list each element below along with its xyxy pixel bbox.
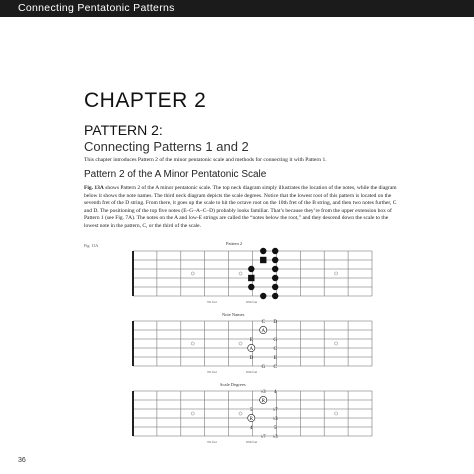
note-label: 4 [250, 425, 253, 431]
diagram-title-note-names: Note Names [222, 312, 245, 317]
figure-label: Fig. 13A [84, 243, 99, 248]
note-label: C [261, 319, 265, 325]
note-marker [248, 284, 254, 290]
note-label: E [249, 337, 253, 343]
header-title: Connecting Pentatonic Patterns [18, 2, 175, 14]
note-marker [272, 284, 278, 290]
scale-note [273, 434, 278, 440]
body-text: shows Pattern 2 of the A minor pentatonic scale. The top neck diagram simply illustrates the location of the notes, while the diagram below it shows the note names. The third neck diagram depicts the scale degrees. Notice that the lowest root of this pattern is located on the seventh fret of the D string. From there, it goes up the scale to hit the octave root on the 10th fret of the B string, and then two notes further, C and D. The positioning of the top five notes (E–G–A–C–D) probably looks familiar. That’s because they’re from the upper extension box of Pattern 1 (see Fig. 7A). The notes on the A and low-E strings are called the “notes below the root,” and they descend down the scale to the lowest note in the pattern, C, or the third of the scale. [84, 185, 397, 229]
note-label: ♭3 [260, 389, 266, 395]
scale-note [249, 356, 253, 361]
note-label: ♭7 [260, 434, 266, 440]
scale-note [272, 293, 278, 299]
fret-marker-7: 7th fret [206, 370, 217, 374]
scale-note [274, 365, 278, 370]
note-marker [260, 293, 266, 299]
scale-note [262, 320, 266, 325]
scale-note [261, 389, 266, 395]
note-marker [248, 266, 254, 272]
note-marker [272, 266, 278, 272]
note-marker [272, 275, 278, 281]
diagram-title-pattern: Pattern 2 [226, 241, 243, 246]
inlay-dot [335, 272, 338, 275]
inlay-dot [191, 412, 194, 415]
neck-diagram [133, 389, 372, 444]
root-note [248, 344, 255, 351]
note-label: R [261, 398, 265, 404]
figure-reference: Fig. 13A [84, 185, 104, 191]
note-label: D [249, 355, 254, 361]
fret-marker-10: 10th fret [245, 370, 258, 374]
note-label: C [273, 364, 277, 370]
pattern-subtitle: Connecting Patterns 1 and 2 [84, 139, 249, 154]
scale-note [273, 416, 278, 422]
note-label: 4 [273, 389, 277, 395]
note-marker [272, 293, 278, 299]
neck-diagram [133, 320, 372, 374]
neck-diagram [133, 248, 372, 304]
inlay-dot [239, 412, 242, 415]
inlay-dot [239, 272, 242, 275]
root-marker [248, 275, 254, 281]
note-marker [272, 257, 278, 263]
note-marker [272, 248, 278, 254]
fret-marker-7: 7th fret [206, 440, 217, 444]
scale-note [260, 293, 266, 299]
note-label: ♭3 [272, 416, 278, 422]
note-label: D [273, 319, 278, 325]
intro-paragraph: This chapter introduces Pattern 2 of the minor pentatonic scale and methods for connecting it with Pattern 1. [84, 157, 327, 163]
root-note [260, 396, 267, 403]
fret-marker-10: 10th fret [245, 300, 258, 304]
root-note [260, 257, 266, 263]
diagram-title-scale-degrees: Scale Degrees [220, 382, 246, 387]
scale-note [273, 320, 277, 325]
note-label: ♭7 [272, 407, 278, 413]
fret-marker-7: 7th fret [206, 300, 217, 304]
inlay-dot [335, 412, 338, 415]
note-label: 5 [273, 425, 277, 431]
note-label: A [249, 346, 254, 352]
note-label: G [273, 337, 278, 343]
scale-note [261, 365, 265, 370]
note-label: G [261, 364, 266, 370]
scale-note [274, 347, 278, 352]
fret-marker-10: 10th fret [245, 440, 258, 444]
scale-note [272, 284, 278, 290]
pattern-title: PATTERN 2: [84, 122, 163, 138]
scale-note [272, 275, 278, 281]
scale-note [272, 266, 278, 272]
scale-note [248, 284, 254, 290]
section-title: Pattern 2 of the A Minor Pentatonic Scale [84, 169, 267, 180]
scale-note [261, 434, 266, 440]
inlay-dot [335, 342, 338, 345]
scale-note [272, 248, 278, 254]
note-label: 5 [250, 407, 253, 413]
note-label: R [249, 416, 253, 422]
root-marker [260, 257, 266, 263]
inlay-dot [191, 342, 194, 345]
inlay-dot [191, 272, 194, 275]
note-marker [260, 248, 266, 254]
note-label: C [273, 346, 277, 352]
scale-note [248, 266, 254, 272]
scale-note [260, 248, 266, 254]
root-note [248, 275, 254, 281]
scale-note [274, 356, 277, 361]
root-note [260, 326, 267, 333]
inlay-dot [239, 342, 242, 345]
page-number: 36 [18, 457, 26, 464]
note-label: A [261, 328, 266, 334]
note-label: E [273, 355, 277, 361]
scale-note [250, 338, 253, 343]
scale-note [272, 257, 278, 263]
root-note [248, 414, 255, 421]
chapter-heading: CHAPTER 2 [84, 89, 207, 112]
note-label: ♭3 [272, 434, 278, 440]
scale-note [273, 407, 278, 413]
scale-note [273, 338, 277, 343]
